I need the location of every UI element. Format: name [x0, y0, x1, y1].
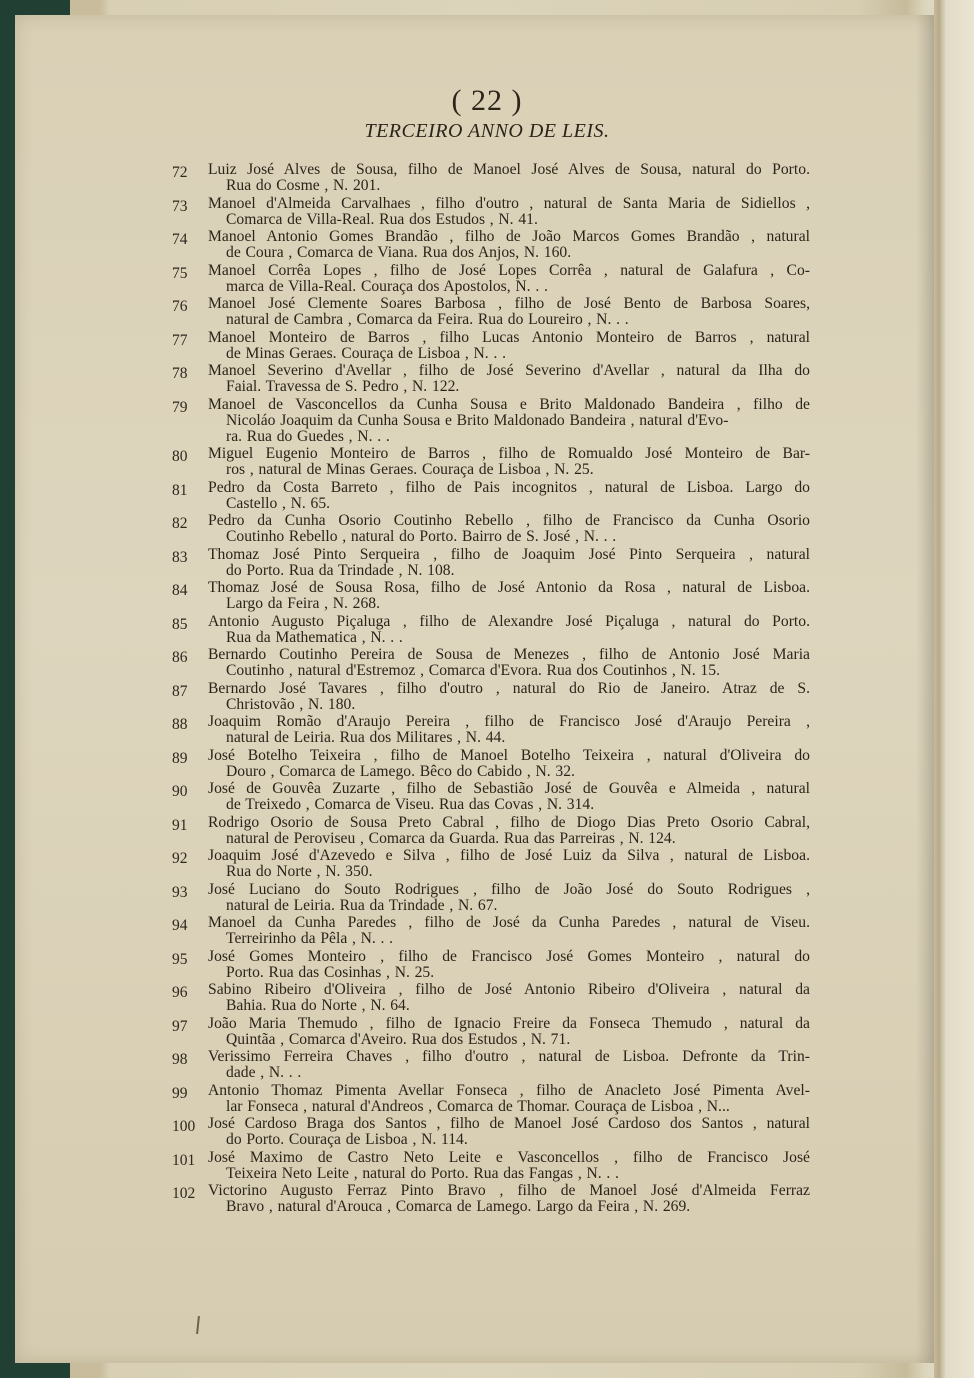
- entry-line: natural de Peroviseu , Comarca da Guarda. Rua das Parreiras , N. 124.: [226, 830, 676, 847]
- entry-text: [208, 647, 812, 679]
- entry-line: do Porto. Rua da Trindade , N. 108.: [226, 562, 455, 579]
- list-item: [164, 982, 812, 1014]
- entry-number: 85: [172, 615, 188, 633]
- list-item: [164, 915, 812, 947]
- entry-line: ros , natural de Minas Geraes. Couraça de Lisboa , N. 25.: [226, 462, 594, 479]
- entry-line: marca de Villa-Real. Couraça dos Apostolos, N. . .: [226, 278, 548, 295]
- entry-text: [208, 681, 812, 713]
- entry-line: José Botelho Teixeira , filho de Manoel Botelho Teixeira , natural d'Oliveira do: [208, 747, 810, 764]
- entry-line: Manoel d'Almeida Carvalhaes , filho d'outro , natural de Santa Maria de Sidiellos ,: [208, 195, 810, 212]
- entry-line: Christovão , N. 180.: [226, 696, 356, 713]
- entry-line: lar Fonseca , natural d'Andreos , Comarca de Thomar. Couraça de Lisboa , N...: [226, 1098, 730, 1115]
- entry-number: 92: [172, 850, 188, 868]
- entry-number: 95: [172, 950, 188, 968]
- entry-line: Victorino Augusto Ferraz Pinto Bravo , filho de Manoel José d'Almeida Ferraz: [208, 1183, 810, 1200]
- list-item: [164, 480, 812, 512]
- entry-text: [208, 547, 812, 579]
- entry-number: 72: [172, 164, 188, 181]
- entry-text: [208, 397, 812, 446]
- entry-line: natural de Leiria. Rua dos Militares , N. 44.: [226, 730, 506, 747]
- entry-line: Joaquim José d'Azevedo e Silva , filho de José Luiz da Silva , natural de Lisboa.: [208, 848, 810, 865]
- list-item: [164, 296, 812, 328]
- entry-number: 96: [172, 984, 188, 1002]
- list-item: [164, 363, 812, 395]
- entry-line: do Porto. Couraça de Lisboa , N. 114.: [226, 1132, 468, 1149]
- entry-number: 73: [172, 197, 188, 215]
- list-item: [164, 714, 812, 746]
- list-item: [164, 162, 812, 194]
- entry-line: Manoel José Clemente Soares Barbosa , filho de José Bento de Barbosa Soares,: [208, 296, 810, 312]
- entry-line: Thomaz José de Sousa Rosa, filho de José Antonio da Rosa , natural de Lisboa.: [208, 580, 810, 597]
- entry-text: [208, 513, 812, 545]
- entry-text: [208, 363, 812, 395]
- entry-number: 81: [172, 481, 188, 499]
- student-entry-list: [164, 162, 812, 1217]
- entry-text: [208, 714, 812, 746]
- entry-line: Castello , N. 65.: [226, 495, 331, 512]
- entry-number: 91: [172, 816, 188, 834]
- entry-number: 100: [172, 1118, 196, 1136]
- entry-text: [208, 1049, 812, 1081]
- entry-line: Antonio Augusto Piçaluga , filho de Alexandre José Piçaluga , natural do Porto.: [208, 613, 810, 630]
- entry-line: Coutinho Rebello , natural do Porto. Bairro de S. José , N. . .: [226, 529, 617, 546]
- entry-line: Porto. Rua das Cosinhas , N. 25.: [226, 964, 435, 981]
- entry-text: [208, 882, 812, 914]
- entry-line: Nicoláo Joaquim da Cunha Sousa e Brito Maldonado Bandeira , natural d'Evo-: [226, 412, 729, 429]
- list-item: [164, 1116, 812, 1148]
- entry-line: Thomaz José Pinto Serqueira , filho de Joaquim José Pinto Serqueira , natural: [208, 546, 810, 563]
- entry-line: José Maximo de Castro Neto Leite e Vasconcellos , filho de Francisco José: [208, 1149, 810, 1166]
- entry-text: [208, 480, 812, 512]
- entry-line: Sabino Ribeiro d'Oliveira , filho de José Antonio Ribeiro d'Oliveira , natural da: [208, 982, 810, 999]
- entry-number: 78: [172, 365, 188, 382]
- entry-line: de Coura , Comarca de Viana. Rua dos Anjos, N. 160.: [226, 245, 572, 262]
- list-item: [164, 330, 812, 362]
- entry-text: [208, 1150, 812, 1182]
- list-item: [164, 446, 812, 478]
- list-item: [164, 614, 812, 646]
- entry-number: 102: [172, 1185, 196, 1203]
- entry-number: 94: [172, 917, 188, 935]
- list-item: [164, 882, 812, 914]
- entry-text: [208, 949, 812, 981]
- entry-number: 82: [172, 515, 188, 533]
- book-gutter: [934, 0, 974, 1378]
- entry-text: [208, 263, 812, 295]
- entry-text: [208, 748, 812, 780]
- entry-line: Bernardo José Tavares , filho d'outro , natural do Rio de Janeiro. Atraz de S.: [208, 680, 810, 697]
- list-item: [164, 815, 812, 847]
- entry-number: 88: [172, 716, 188, 734]
- entry-line: Rodrigo Osorio de Sousa Preto Cabral , filho de Diogo Dias Preto Osorio Cabral,: [208, 814, 810, 831]
- entry-number: 86: [172, 649, 188, 667]
- entry-text: [208, 446, 812, 478]
- entry-line: natural de Leiria. Rua da Trindade , N. 67.: [226, 897, 498, 914]
- list-item: [164, 1083, 812, 1115]
- entry-number: 76: [172, 298, 188, 315]
- entry-line: Teixeira Neto Leite , natural do Porto. Rua das Fangas , N. . .: [226, 1165, 619, 1182]
- entry-line: Rua do Norte , N. 350.: [226, 864, 373, 881]
- list-item: [164, 580, 812, 612]
- entry-number: 80: [172, 448, 188, 466]
- entry-line: Manoel Antonio Gomes Brandão , filho de João Marcos Gomes Brandão , natural: [208, 229, 810, 245]
- list-item: [164, 397, 812, 446]
- page-number: ( 22 ): [451, 84, 523, 117]
- list-item: [164, 196, 812, 228]
- entry-line: natural de Cambra , Comarca da Feira. Rua do Loureiro , N. . .: [226, 312, 629, 329]
- entry-line: Manoel de Vasconcellos da Cunha Sousa e Brito Maldonado Bandeira , filho de: [208, 396, 810, 413]
- entry-number: 93: [172, 883, 188, 901]
- entry-text: [208, 1116, 812, 1148]
- entry-line: Largo da Feira , N. 268.: [226, 596, 381, 613]
- entry-text: [208, 982, 812, 1014]
- list-item: [164, 513, 812, 545]
- entry-line: Bernardo Coutinho Pereira de Sousa de Menezes , filho de Antonio José Maria: [208, 647, 810, 664]
- entry-text: [208, 580, 812, 612]
- list-item: [164, 547, 812, 579]
- entry-line: Miguel Eugenio Monteiro de Barros , filho de Romualdo José Monteiro de Bar-: [208, 446, 810, 463]
- entry-line: Quintãa , Comarca d'Aveiro. Rua dos Estudos , N. 71.: [226, 1031, 571, 1048]
- entry-line: Pedro da Cunha Osorio Coutinho Rebello , filho de Francisco da Cunha Osorio: [208, 513, 810, 530]
- entry-line: Bravo , natural d'Arouca , Comarca de Lamego. Largo da Feira , N. 269.: [226, 1199, 691, 1216]
- entry-number: 84: [172, 582, 188, 600]
- list-item: [164, 781, 812, 813]
- entry-text: [208, 196, 812, 228]
- entry-number: 97: [172, 1017, 188, 1035]
- entry-line: Manoel da Cunha Paredes , filho de José da Cunha Paredes , natural de Viseu.: [208, 915, 810, 932]
- list-item: [164, 949, 812, 981]
- entry-line: Manoel Severino d'Avellar , filho de José Severino d'Avellar , natural da Ilha do: [208, 363, 810, 379]
- entry-text: [208, 815, 812, 847]
- entry-line: ra. Rua do Guedes , N. . .: [226, 428, 390, 445]
- list-item: [164, 647, 812, 679]
- entry-text: [208, 1083, 812, 1115]
- entry-text: [208, 162, 812, 194]
- entry-line: Joaquim Romão d'Araujo Pereira , filho de Francisco José d'Araujo Pereira ,: [208, 714, 810, 731]
- entry-text: [208, 1183, 812, 1215]
- list-item: [164, 848, 812, 880]
- entry-number: 99: [172, 1084, 188, 1102]
- entry-line: Luiz José Alves de Sousa, filho de Manoel José Alves de Sousa, natural do Porto.: [208, 162, 810, 178]
- entry-line: José Cardoso Braga dos Santos , filho de Manoel José Cardoso dos Santos , natural: [208, 1116, 810, 1133]
- entry-line: Pedro da Costa Barreto , filho de Pais incognitos , natural de Lisboa. Largo do: [208, 479, 810, 496]
- entry-line: Bahia. Rua do Norte , N. 64.: [226, 998, 410, 1015]
- entry-number: 98: [172, 1051, 188, 1069]
- entry-number: 90: [172, 783, 188, 801]
- entry-line: de Minas Geraes. Couraça de Lisboa , N. . .: [226, 345, 506, 362]
- entry-line: Terreirinho da Pêla , N. . .: [226, 931, 394, 948]
- list-item: [164, 1183, 812, 1215]
- entry-number: 75: [172, 264, 188, 282]
- entry-text: [208, 915, 812, 947]
- entry-text: [208, 1016, 812, 1048]
- entry-line: Douro , Comarca de Lamego. Bêco do Cabido , N. 32.: [226, 763, 575, 780]
- list-item: [164, 229, 812, 261]
- entry-text: [208, 848, 812, 880]
- entry-text: [208, 781, 812, 813]
- entry-text: [208, 229, 812, 261]
- entry-number: 77: [172, 331, 188, 349]
- entry-number: 74: [172, 231, 188, 248]
- entry-line: Comarca de Villa-Real. Rua dos Estudos , N. 41.: [226, 211, 538, 228]
- entry-line: Verissimo Ferreira Chaves , filho d'outro , natural de Lisboa. Defronte da Trin-: [208, 1049, 810, 1066]
- entry-line: Rua do Cosme , N. 201.: [226, 178, 381, 195]
- entry-text: [208, 296, 812, 328]
- entry-line: João Maria Themudo , filho de Ignacio Freire da Fonseca Themudo , natural da: [208, 1015, 810, 1032]
- entry-number: 89: [172, 749, 188, 767]
- list-item: [164, 748, 812, 780]
- entry-line: José de Gouvêa Zuzarte , filho de Sebastião José de Gouvêa e Almeida , natural: [208, 781, 810, 798]
- entry-line: dade , N. . .: [226, 1065, 302, 1082]
- entry-line: Manoel Monteiro de Barros , filho Lucas Antonio Monteiro de Barros , natural: [208, 329, 810, 346]
- entry-number: 87: [172, 682, 188, 700]
- entry-line: Antonio Thomaz Pimenta Avellar Fonseca , filho de Anacleto José Pimenta Avel-: [208, 1082, 810, 1099]
- list-item: [164, 1049, 812, 1081]
- section-title: TERCEIRO ANNO DE LEIS.: [364, 120, 610, 142]
- entry-text: [208, 330, 812, 362]
- list-item: [164, 681, 812, 713]
- entry-line: Manoel Corrêa Lopes , filho de José Lopes Corrêa , natural de Galafura , Co-: [208, 262, 810, 279]
- entry-text: [208, 614, 812, 646]
- entry-number: 79: [172, 398, 188, 416]
- entry-line: José Gomes Monteiro , filho de Francisco José Gomes Monteiro , natural do: [208, 948, 810, 965]
- entry-number: 101: [172, 1151, 196, 1169]
- entry-line: Faial. Travessa de S. Pedro , N. 122.: [226, 379, 460, 396]
- entry-number: 83: [172, 548, 188, 566]
- entry-line: José Luciano do Souto Rodrigues , filho de João José do Souto Rodrigues ,: [208, 881, 810, 898]
- list-item: [164, 263, 812, 295]
- list-item: [164, 1016, 812, 1048]
- entry-line: Coutinho , natural d'Estremoz , Comarca d'Evora. Rua dos Coutinhos , N. 15.: [226, 663, 720, 680]
- list-item: [164, 1150, 812, 1182]
- entry-line: de Treixedo , Comarca de Viseu. Rua das Covas , N. 314.: [226, 797, 595, 814]
- entry-line: Rua da Mathematica , N. . .: [226, 629, 403, 646]
